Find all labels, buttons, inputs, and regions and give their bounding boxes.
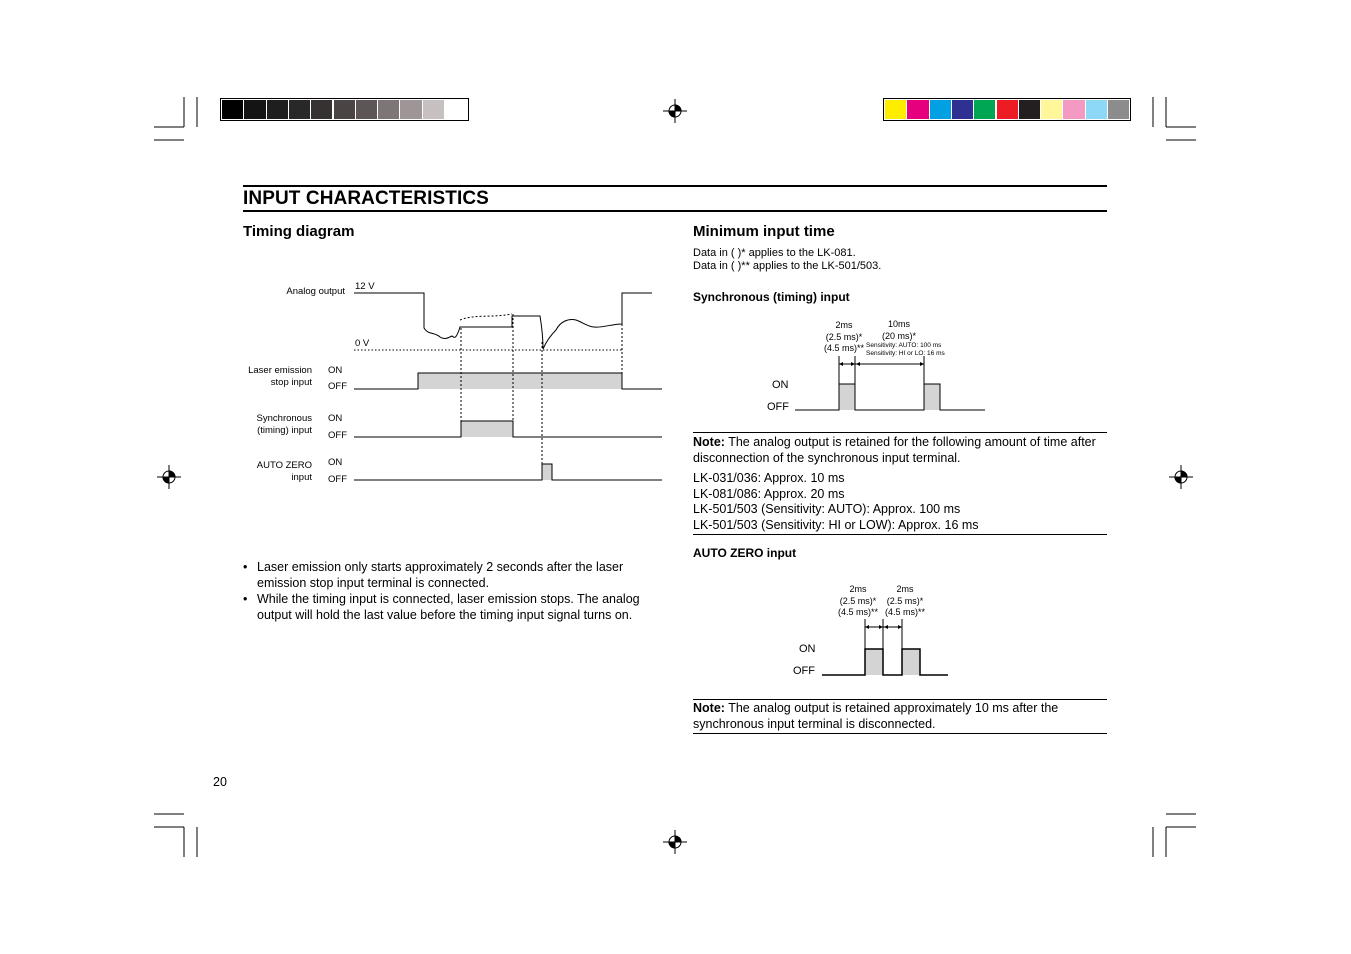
calibration-swatch bbox=[1041, 100, 1062, 119]
retain-list bbox=[693, 471, 1107, 533]
note1-top-rule bbox=[693, 432, 1107, 433]
retain-item: LK-501/503 (Sensitivity: HI or LOW): Approx. 16 ms bbox=[693, 517, 979, 532]
page-title: INPUT CHARACTERISTICS bbox=[243, 188, 489, 209]
sync-min-waveform bbox=[795, 384, 985, 410]
autozero-on-label: ON bbox=[328, 457, 343, 468]
az-t1-label: 2ms (2.5 ms)* (4.5 ms)** bbox=[837, 584, 878, 617]
min-input-time-heading: Minimum input time bbox=[693, 223, 835, 240]
calibration-swatch bbox=[445, 100, 466, 119]
analog-output-waveform bbox=[354, 293, 652, 349]
v12-label: 12 V bbox=[355, 281, 375, 292]
sync-label: Synchronous (timing) input bbox=[256, 413, 312, 436]
az-min-on-label: ON bbox=[799, 643, 816, 655]
autozero-label: AUTO ZERO input bbox=[256, 460, 312, 483]
calibration-swatch bbox=[356, 100, 377, 119]
bullet-item: • While the timing input is connected, laser emission stops. The analog output will hold the last value before the timing input signal turns on. bbox=[243, 592, 663, 623]
laser-on-label: ON bbox=[328, 365, 343, 376]
v0-label: 0 V bbox=[355, 338, 370, 349]
calibration-swatch bbox=[222, 100, 243, 119]
data-note: Data in ( )* applies to the LK-081. Data in ( )** applies to the LK-501/503. bbox=[693, 247, 882, 272]
note1-bottom-rule bbox=[693, 534, 1107, 535]
calibration-swatch bbox=[930, 100, 951, 119]
note2: Note: The analog output is retained approximately 10 ms after the synchronous input terminal is disconnected. bbox=[693, 701, 1059, 731]
calibration-swatch bbox=[267, 100, 288, 119]
calibration-swatch bbox=[423, 100, 444, 119]
calibration-swatch bbox=[1108, 100, 1129, 119]
note1: Note: The analog output is retained for the following amount of time after disconnection of the synchronous input terminal. bbox=[693, 435, 1096, 465]
calibration-swatch bbox=[997, 100, 1018, 119]
sync-t1-label: 2ms (2.5 ms)* (4.5 ms)** bbox=[823, 320, 864, 353]
calibration-swatch bbox=[334, 100, 355, 119]
calibration-swatch bbox=[1063, 100, 1084, 119]
analog-hold-dotted bbox=[460, 314, 512, 320]
calibration-swatch bbox=[244, 100, 265, 119]
sync-input-heading: Synchronous (timing) input bbox=[693, 290, 850, 304]
autozero-min-diagram bbox=[818, 615, 953, 680]
bullet-item: • Laser emission only starts approximately 2 seconds after the laser emission stop input terminal is connected. bbox=[243, 560, 663, 591]
note2-bottom-rule bbox=[693, 733, 1107, 734]
calibration-swatch bbox=[952, 100, 973, 119]
page-number: 20 bbox=[213, 775, 227, 789]
calibration-swatch bbox=[400, 100, 421, 119]
sync-off-label: OFF bbox=[328, 430, 347, 441]
laser-off-label: OFF bbox=[328, 381, 347, 392]
retain-item: LK-031/036: Approx. 10 ms bbox=[693, 471, 845, 485]
az-t2-label: 2ms (2.5 ms)* (4.5 ms)** bbox=[884, 584, 925, 617]
note2-top-rule bbox=[693, 699, 1107, 700]
analog-output-label: Analog output bbox=[286, 286, 345, 297]
calibration-swatch bbox=[311, 100, 332, 119]
retain-item: LK-081/086: Approx. 20 ms bbox=[693, 486, 845, 501]
autozero-waveform bbox=[354, 464, 662, 480]
calibration-swatch bbox=[974, 100, 995, 119]
title-top-rule bbox=[243, 185, 1107, 187]
sync-on-label: ON bbox=[328, 413, 343, 424]
az-min-waveform bbox=[822, 649, 948, 675]
calibration-swatch bbox=[289, 100, 310, 119]
autozero-heading: AUTO ZERO input bbox=[693, 546, 797, 560]
title-bottom-rule bbox=[243, 210, 1107, 212]
timing-notes bbox=[243, 560, 663, 624]
sync-t2-label: 10ms (20 ms)* Sensitivity: AUTO: 100 ms Sensitivity: HI or LO: 16 ms bbox=[866, 319, 945, 357]
gray-calibration-bar bbox=[220, 98, 469, 121]
calibration-swatch bbox=[885, 100, 906, 119]
timing-diagram-heading: Timing diagram bbox=[243, 223, 355, 240]
color-calibration-bar bbox=[883, 98, 1131, 121]
calibration-swatch bbox=[907, 100, 928, 119]
sync-min-off-label: OFF bbox=[767, 401, 789, 413]
sync-min-diagram bbox=[790, 350, 990, 415]
retain-item: LK-501/503 (Sensitivity: AUTO): Approx. 100 ms bbox=[693, 502, 961, 516]
laser-label: Laser emission stop input bbox=[248, 365, 312, 388]
autozero-off-label: OFF bbox=[328, 474, 347, 485]
sync-min-on-label: ON bbox=[772, 379, 789, 391]
calibration-swatch bbox=[1086, 100, 1107, 119]
calibration-swatch bbox=[378, 100, 399, 119]
az-min-off-label: OFF bbox=[793, 665, 815, 677]
calibration-swatch bbox=[1019, 100, 1040, 119]
timing-diagram bbox=[340, 280, 670, 495]
